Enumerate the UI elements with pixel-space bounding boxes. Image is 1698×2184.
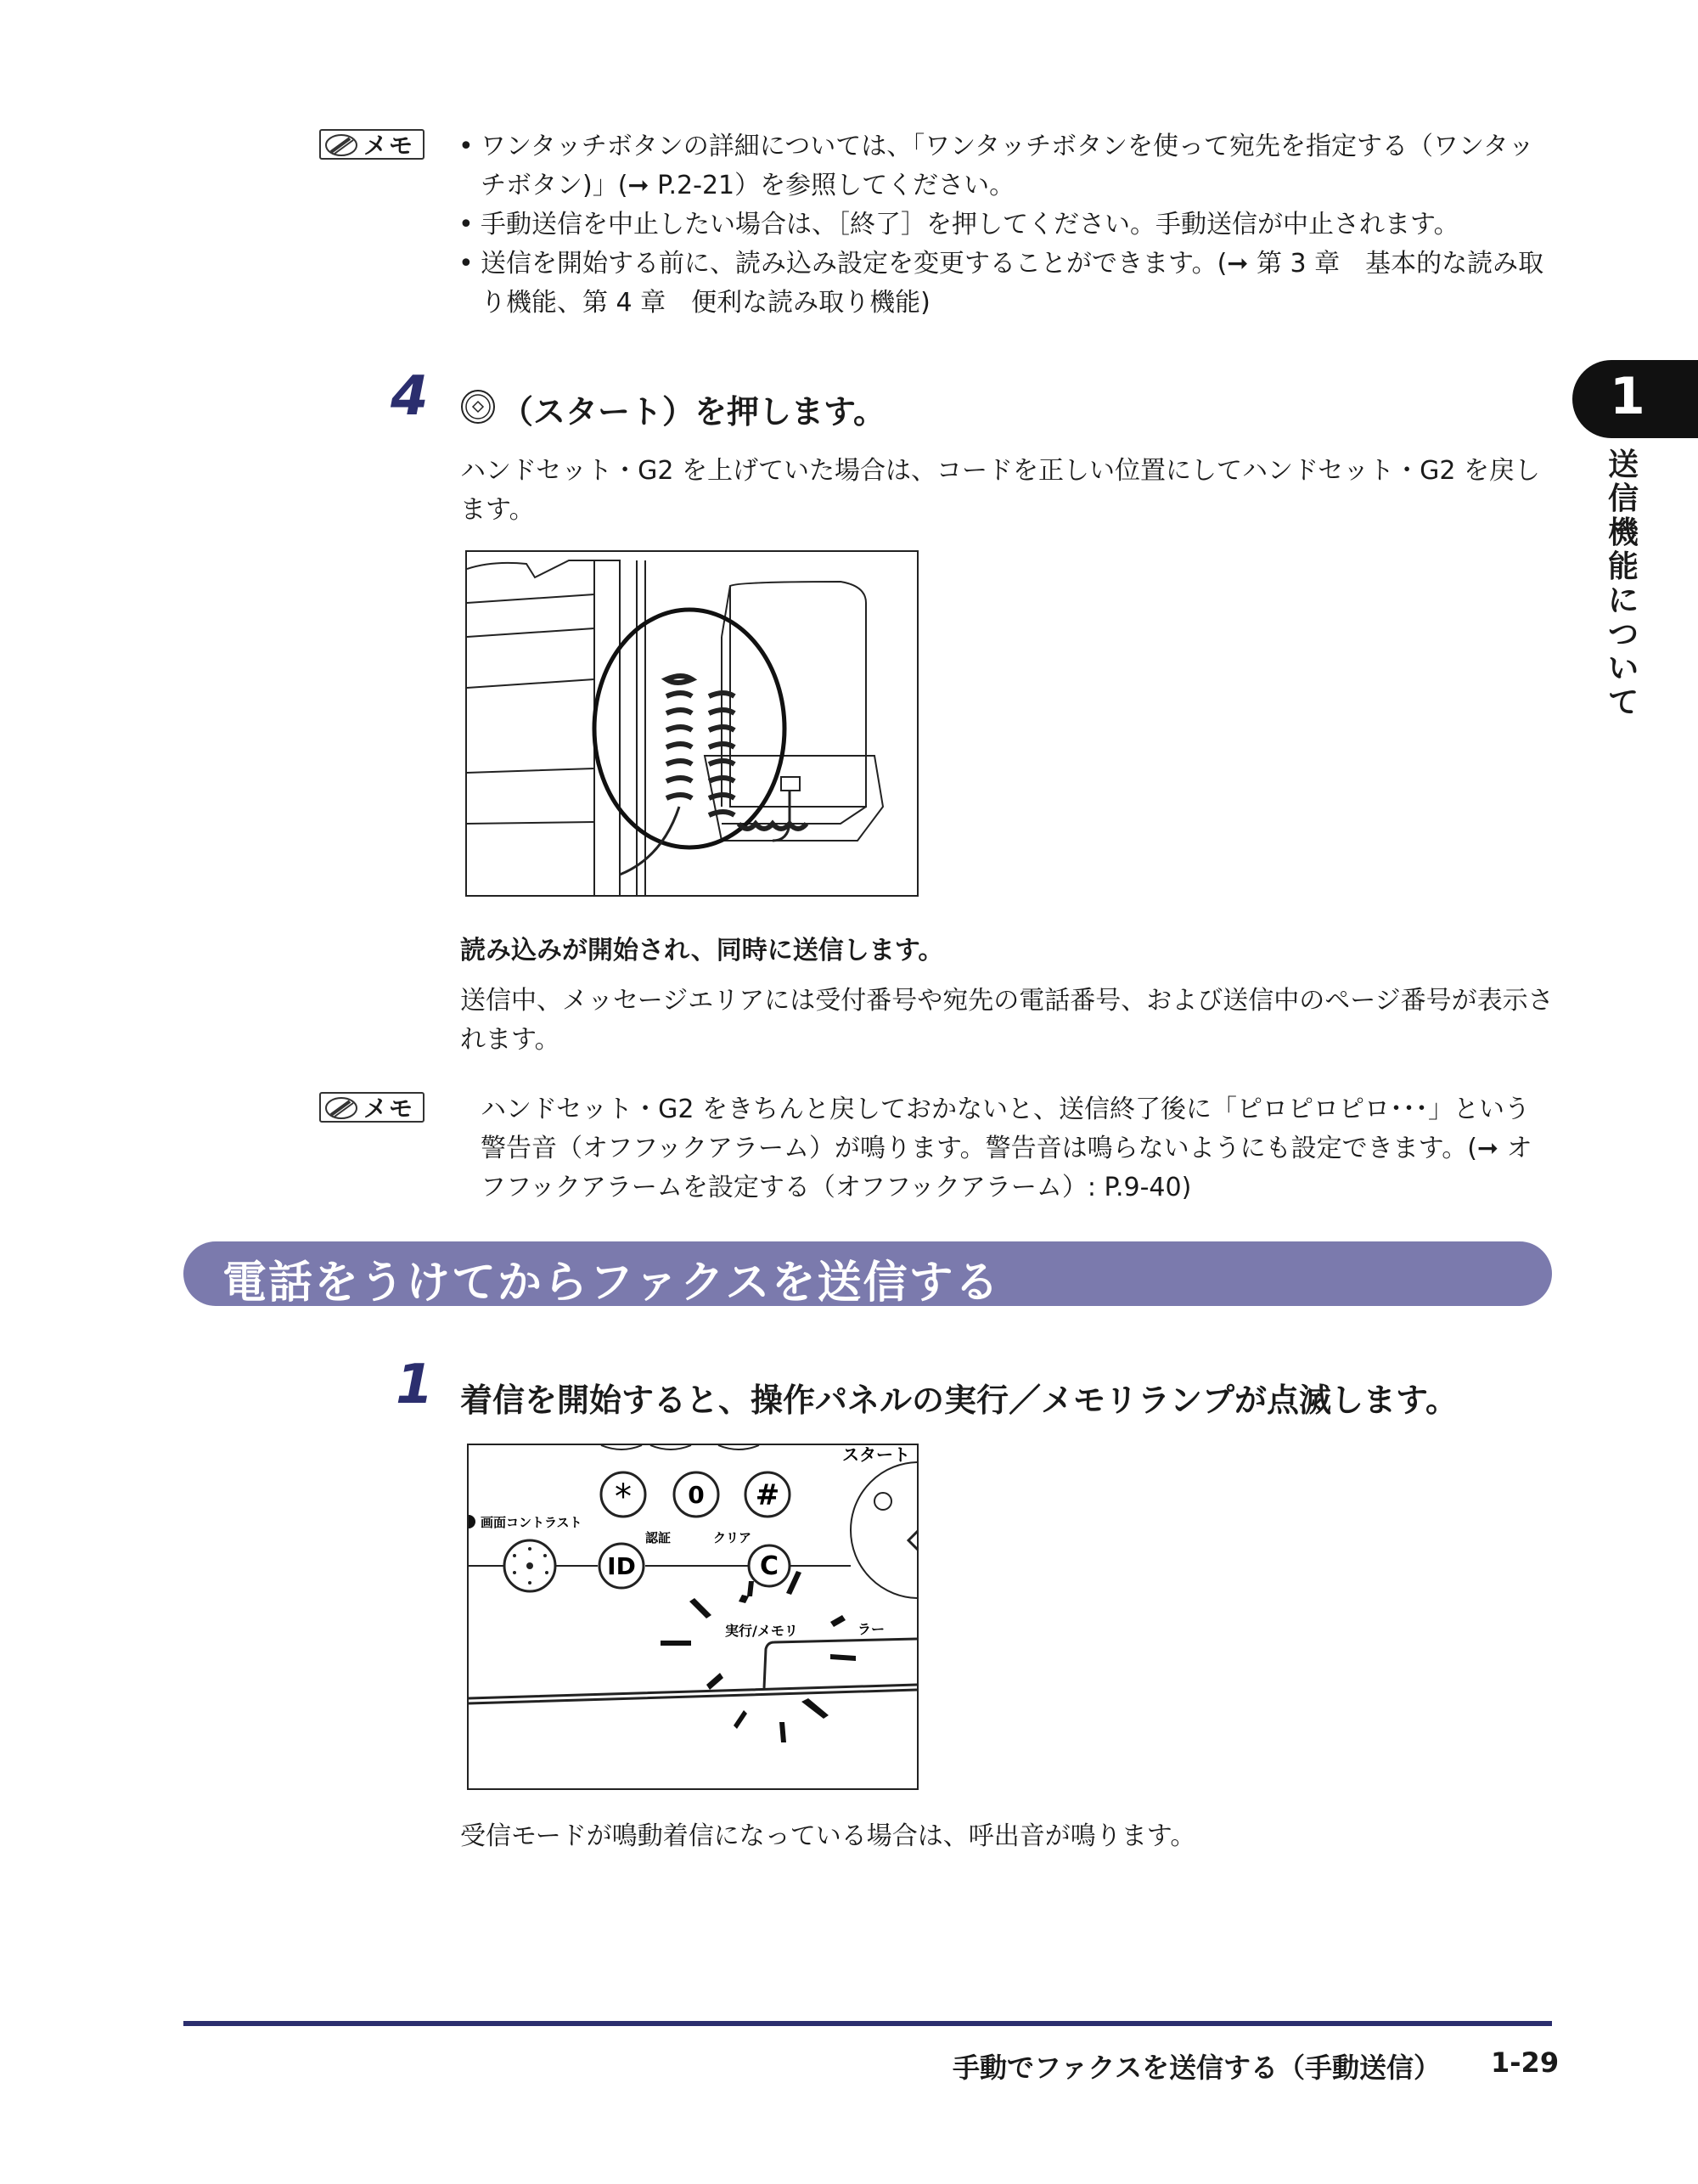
step-number: 1 [396,1354,434,1416]
step-note: 受信モードが鳴動着信になっている場合は、呼出音が鳴ります。 [460,1821,1196,1851]
chapter-tab [1572,360,1698,438]
footer-rule [183,2021,1552,2026]
memo-list [458,127,1554,323]
memo-item: • 手動送信を中止したい場合は、［終了］を押してください。手動送信が中止されます。 [458,205,1554,245]
key-star: * [615,1478,632,1517]
footer-title: 手動でファクスを送信する（手動送信） [953,2052,1442,2084]
control-panel-illustration [469,1445,917,1788]
key-c: C [759,1551,779,1581]
section-header [183,1241,1552,1309]
memo-item: • 送信を開始する前に、読み込み設定を変更することができます。(➞ 第 3 章 基本的な読み取り機能、第 4 章 便利な読み取り機能) [458,245,1554,323]
handset-figure [465,550,919,897]
pencil-icon [324,1096,358,1120]
key-zero: 0 [688,1481,705,1509]
memo-badge [319,1092,424,1123]
key-hash: # [755,1478,780,1512]
pencil-icon [324,133,358,157]
step-number: 4 [391,365,429,428]
chapter-title: 送信機能について [1607,447,1639,720]
auth-label: 認証 [645,1530,672,1545]
memo-label: メモ [363,1095,414,1123]
step-title: （スタート）を押します。 [501,393,886,431]
memo-badge [319,129,424,160]
step-description: ハンドセット・G2 を上げていた場合は、コードを正しい位置にしてハンドセット・G2 を戻します。 [460,456,1540,525]
error-label: ラー [857,1621,886,1637]
key-id: ID [607,1552,636,1580]
clear-label: クリア [713,1530,752,1545]
step-title: 着信を開始すると、操作パネルの実行／メモリランプが点滅します。 [460,1382,1458,1419]
result-heading: 読み込みが開始され、同時に送信します。 [460,936,944,965]
chapter-number: 1 [1610,367,1645,426]
section-title: 電話をうけてからファクスを送信する [222,1258,1001,1309]
handset-illustration [467,552,917,895]
result-description: 送信中、メッセージエリアには受付番号や宛先の電話番号、および送信中のページ番号が表示されます。 [460,986,1554,1055]
contrast-label: 画面コントラスト [481,1515,582,1530]
control-panel-figure [467,1444,919,1790]
memo-item: • ワンタッチボタンの詳細については、「ワンタッチボタンを使って宛先を指定する（ワンタッチボタン)」(➞ P.2-21）を参照してください。 [458,127,1554,205]
start-label: スタート [842,1445,910,1465]
start-button-icon [460,389,496,425]
memo-text: ハンドセット・G2 をきちんと戻しておかないと、送信終了後に「ピロピロピロ･･･」という警告音（オフフックアラーム）が鳴ります。警告音は鳴らないようにも設定できます。(➞ オフフックアラームを設定する（オフフックアラーム）: P.9-40) [481,1095,1532,1202]
memo-label: メモ [363,132,414,160]
page-number: 1-29 [1491,2046,1560,2079]
memory-label: 実行/メモリ [725,1623,798,1639]
